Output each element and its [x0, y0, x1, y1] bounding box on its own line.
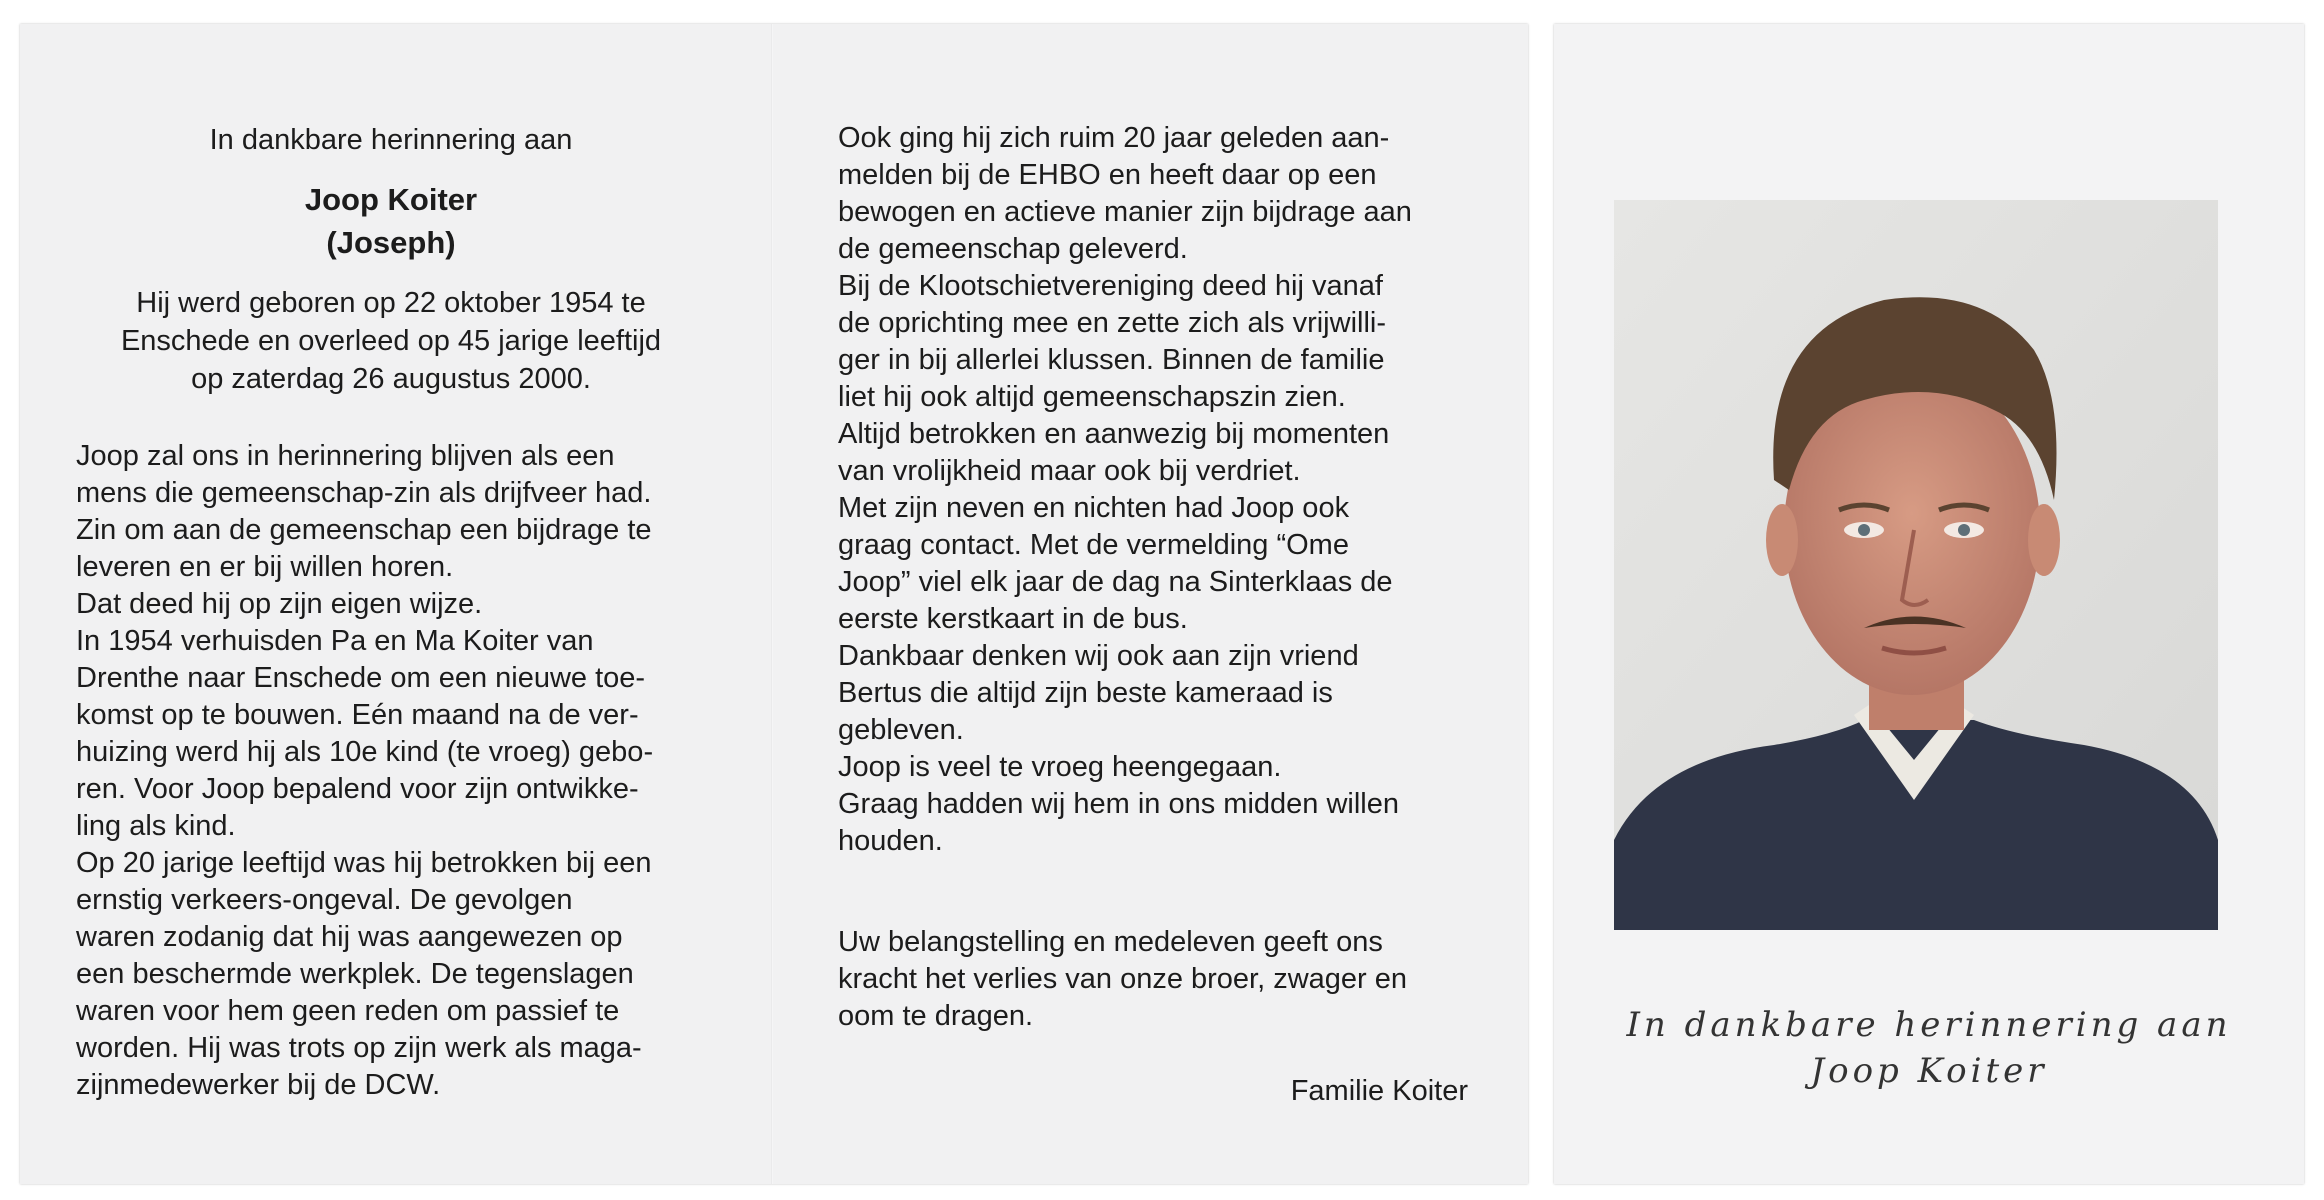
left-body-text — [76, 438, 706, 1104]
text-line: melden bij de EHBO en heeft daar op een — [838, 159, 1377, 191]
text-line: Dat deed hij op zijn eigen wijze. — [76, 588, 483, 620]
text-line: Dankbaar denken wij ook aan zijn vriend — [838, 640, 1359, 672]
text-line: bewogen en actieve manier zijn bijdrage aan — [838, 196, 1412, 228]
middle-page — [838, 120, 1468, 1110]
text-line: Altijd betrokken en aanwezig bij momenten — [838, 418, 1390, 450]
text-line: komst op te bouwen. Eén maand na de ver- — [76, 699, 639, 731]
memorial-card-front — [1554, 24, 2304, 1184]
text-line: waren voor hem geen reden om passief te — [76, 995, 620, 1027]
family-signature: Familie Koiter — [1290, 1075, 1468, 1107]
text-line: worden. Hij was trots op zijn werk als maga- — [76, 1032, 642, 1064]
text-line: Zin om aan de gemeenschap een bijdrage te — [76, 514, 652, 546]
text-line: de oprichting mee en zette zich als vrijwilli- — [838, 307, 1386, 339]
text-line: Ook ging hij zich ruim 20 jaar geleden aan- — [838, 122, 1390, 154]
text-line: Bij de Klootschietvereniging deed hij vanaf — [838, 270, 1383, 302]
text-line: In 1954 verhuisden Pa en Ma Koiter van — [76, 625, 594, 657]
birth-line: Enschede en overleed op 45 jarige leeftijd — [120, 325, 662, 357]
text-line: graag contact. Met de vermelding “Ome — [838, 529, 1349, 561]
portrait-photo — [1614, 200, 2218, 930]
text-line: waren zodanig dat hij was aangewezen op — [76, 921, 623, 953]
text-line: liet hij ook altijd gemeenschapszin zien. — [838, 381, 1346, 413]
text-line: Drenthe naar Enschede om een nieuwe toe- — [76, 662, 646, 694]
intro-line: In dankbare herinnering aan — [209, 124, 573, 156]
text-line: ren. Voor Joop bepalend voor zijn ontwikke- — [76, 773, 639, 805]
text-line: Bertus die altijd zijn beste kameraad is — [838, 677, 1333, 709]
text-line: Met zijn neven en nichten had Joop ook — [838, 492, 1350, 524]
text-line: mens die gemeenschap-zin als drijfveer had. — [76, 477, 652, 509]
text-line: Joop” viel elk jaar de dag na Sinterklaas de — [838, 566, 1393, 598]
text-line: ger in bij allerlei klussen. Binnen de familie — [838, 344, 1385, 376]
caption-line: In dankbare herinnering aan — [1626, 1005, 2232, 1045]
text-line: Uw belangstelling en medeleven geeft ons — [838, 926, 1383, 958]
text-line: zijnmedewerker bij de DCW. — [76, 1069, 441, 1101]
text-line: een beschermde werkplek. De tegenslagen — [76, 958, 634, 990]
birth-line: Hij werd geboren op 22 oktober 1954 te — [136, 287, 646, 319]
deceased-name-block — [76, 178, 706, 264]
text-line: ling als kind. — [76, 810, 236, 842]
text-line: van vrolijkheid maar ook bij verdriet. — [838, 455, 1301, 487]
front-caption — [1594, 1002, 2264, 1094]
text-line: Joop zal ons in herinnering blijven als een — [76, 440, 615, 472]
text-line: eerste kerstkaart in de bus. — [838, 603, 1188, 635]
caption-line: Joop Koiter — [1810, 1051, 2048, 1091]
closing-text — [838, 924, 1468, 1035]
left-page — [76, 120, 706, 1104]
memorial-card-inside — [20, 24, 1528, 1184]
text-line: de gemeenschap geleverd. — [838, 233, 1188, 265]
text-line: leveren en er bij willen horen. — [76, 551, 454, 583]
deceased-name: Joop Koiter — [304, 182, 478, 217]
deceased-given-name: (Joseph) — [326, 225, 456, 260]
text-line: kracht het verlies van onze broer, zwager en — [838, 963, 1408, 995]
card-fold — [771, 24, 773, 1184]
text-line: huizing werd hij als 10e kind (te vroeg) gebo- — [76, 736, 654, 768]
text-line: Op 20 jarige leeftijd was hij betrokken bij een — [76, 847, 652, 879]
text-line: oom te dragen. — [838, 1000, 1034, 1032]
text-line: ernstig verkeers-ongeval. De gevolgen — [76, 884, 573, 916]
text-line: Joop is veel te vroeg heengegaan. — [838, 751, 1282, 783]
text-line: houden. — [838, 825, 943, 857]
birth-line: op zaterdag 26 augustus 2000. — [191, 363, 591, 395]
text-line: gebleven. — [838, 714, 964, 746]
text-line: Graag hadden wij hem in ons midden willen — [838, 788, 1399, 820]
birth-death-info — [76, 284, 706, 398]
middle-body-text — [838, 120, 1468, 860]
